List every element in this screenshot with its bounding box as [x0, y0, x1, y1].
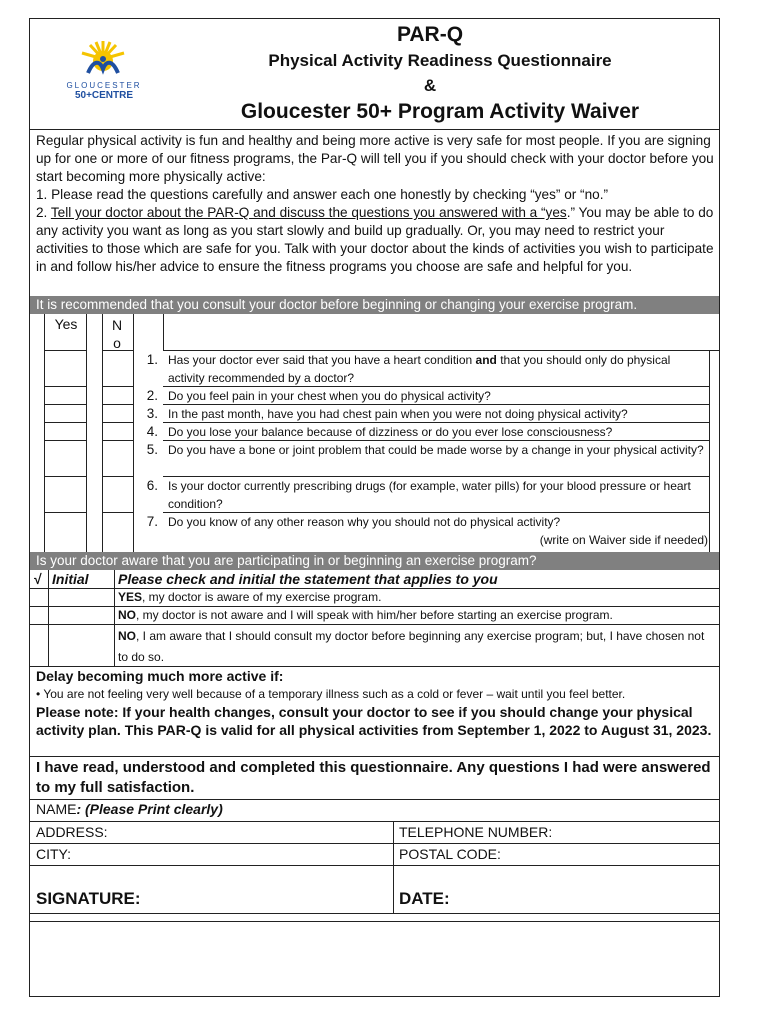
aware-no-chosen-statement: NO, I am aware that I should consult my doctor before beginning any exercise program; but, I have chosen not to do so. — [118, 629, 705, 664]
q4-text: Do you lose your balance because of dizziness or do you ever lose consciousness? — [168, 425, 613, 439]
name-field[interactable] — [230, 800, 716, 820]
logo-line1: GLOUCESTER — [66, 81, 142, 90]
q6-no-box[interactable] — [103, 477, 132, 511]
q3-no-box[interactable] — [103, 405, 132, 421]
intro-para: Regular physical activity is fun and healthy and being more active is very safe for most people. If you are signing up for one or more of our fitness programs, the Par-Q will tell you if you should check with your doctor before you start becoming more physically active: — [36, 133, 714, 184]
address-label: ADDRESS: — [36, 824, 108, 840]
yes-header: Yes — [54, 316, 78, 332]
postal-code-label: POSTAL CODE: — [399, 846, 501, 862]
postal-code-field[interactable] — [515, 844, 715, 864]
q6-text: Is your doctor currently prescribing drugs (for example, water pills) for your blood pressure or heart condition? — [168, 479, 691, 511]
q3-text: In the past month, have you had chest pain when you were not doing physical activity? — [168, 407, 628, 421]
q2-no-box[interactable] — [103, 387, 132, 403]
q1-no-box[interactable] — [103, 351, 132, 385]
subtitle: Physical Activity Readiness Questionnaire — [268, 51, 612, 70]
delay-heading: Delay becoming much more active if: — [36, 668, 284, 684]
q2-text: Do you feel pain in your chest when you do physical activity? — [168, 389, 491, 403]
intro-step-1: 1. Please read the questions carefully and answer each one honestly by checking “yes” or “no.” — [36, 187, 609, 202]
q5-yes-box[interactable] — [45, 441, 85, 475]
no-chosen-check-box[interactable] — [31, 625, 47, 665]
signature-field[interactable] — [150, 867, 390, 911]
declaration: I have read, understood and completed this questionnaire. Any questions I had were answered to my full satisfaction. — [36, 759, 711, 796]
city-field[interactable] — [90, 844, 390, 864]
q2-number: 2. — [146, 388, 158, 403]
q2-yes-box[interactable] — [45, 387, 85, 403]
ampersand: & — [423, 76, 437, 95]
gloucester-50-centre-logo — [58, 37, 148, 101]
city-label: CITY: — [36, 846, 72, 862]
aware-no-speak-statement: NO, my doctor is not aware and I will speak with him/her before starting an exercise program. — [118, 608, 613, 622]
telephone-field[interactable] — [562, 822, 716, 842]
delay-item: • You are not feeling very well because of a temporary illness such as a cold or fever – wait until you feel better. — [36, 687, 626, 701]
q3-yes-box[interactable] — [45, 405, 85, 421]
no-chosen-initial-box[interactable] — [49, 625, 113, 665]
telephone-label: TELEPHONE NUMBER: — [399, 824, 553, 840]
par-q-form — [29, 18, 720, 997]
yes-initial-box[interactable] — [49, 589, 113, 605]
health-note: Please note: If your health changes, consult your doctor to see if you should change your physical activity plan. This PAR-Q is valid for all physical activities from September 1, 2022 to August 31, 2023. — [36, 704, 712, 738]
q1-yes-box[interactable] — [45, 351, 85, 385]
logo-line2: 50+CENTRE — [74, 90, 134, 101]
aware-table — [30, 570, 719, 666]
questions-table — [30, 314, 719, 552]
q1-text: Has your doctor ever said that you have a heart condition and that you should only do physical activity recommended by a doctor? — [168, 353, 671, 385]
intro-step-2: 2. Tell your doctor about the PAR-Q and discuss the questions you answered with a “yes.” You may be able to do any activity you want as long as you start slowly and build up gradually. Or, you may need to restrict your activities to those which are safe for you. Talk with your doctor about the kinds of activities you wish to participate in and follow his/her advice to ensure the fitness programs you choose are safe and helpful for you. — [36, 205, 714, 274]
q5-no-box[interactable] — [103, 441, 132, 475]
page-title: PAR-Q — [396, 23, 464, 46]
no-speak-check-box[interactable] — [31, 607, 47, 623]
yes-check-box[interactable] — [31, 589, 47, 605]
q4-yes-box[interactable] — [45, 423, 85, 439]
statement-header: Please check and initial the statement that applies to you — [118, 571, 498, 587]
q5-text: Do you have a bone or joint problem that could be made worse by a change in your physical activity? — [168, 443, 704, 457]
waiver-title: Gloucester 50+ Program Activity Waiver — [240, 100, 640, 123]
no-header: N o — [111, 317, 123, 351]
address-field[interactable] — [120, 822, 390, 842]
q7-number: 7. — [146, 514, 158, 529]
no-speak-initial-box[interactable] — [49, 607, 113, 623]
date-field[interactable] — [460, 867, 716, 911]
check-header: √ — [34, 571, 42, 587]
intro-text — [36, 132, 716, 276]
waiver-note: (write on Waiver side if needed) — [539, 533, 708, 547]
aware-yes-statement: YES, my doctor is aware of my exercise program. — [118, 590, 382, 604]
date-label: DATE: — [399, 889, 450, 908]
q4-no-box[interactable] — [103, 423, 132, 439]
q4-number: 4. — [146, 424, 158, 439]
q1-number: 1. — [146, 352, 158, 367]
q6-number: 6. — [146, 478, 158, 493]
signature-label: SIGNATURE: — [36, 889, 141, 908]
q3-number: 3. — [146, 406, 158, 421]
q6-yes-box[interactable] — [45, 477, 85, 511]
initial-header: Initial — [52, 571, 89, 587]
q7-yes-box[interactable] — [45, 513, 85, 551]
recommend-band: It is recommended that you consult your doctor before beginning or changing your exercise program. — [30, 296, 719, 314]
q7-no-box[interactable] — [103, 513, 132, 551]
q5-number: 5. — [146, 442, 158, 457]
q7-text: Do you know of any other reason why you should not do physical activity? — [168, 515, 561, 529]
name-label: NAME: (Please Print clearly) — [36, 801, 223, 817]
aware-band: Is your doctor aware that you are participating in or beginning an exercise program? — [30, 552, 719, 570]
